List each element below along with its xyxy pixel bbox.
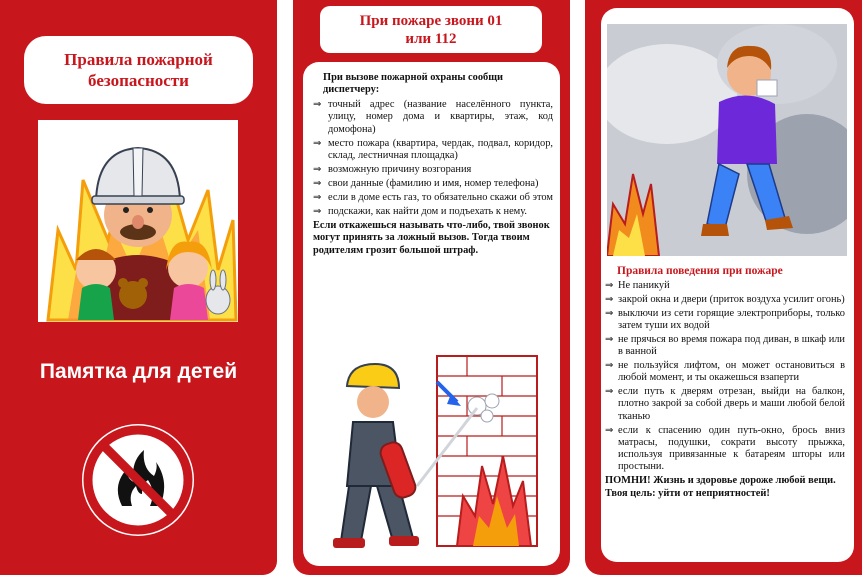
list-item: ⇒ если к спасению один путь-окно, брось вниз матрасы, подушки, сократи высоту прыжка, используя привязанные к батареям шторы или простыни. xyxy=(605,424,845,473)
no-fire-sign-icon xyxy=(78,420,198,540)
title-box xyxy=(24,36,253,104)
arrow-icon: ⇒ xyxy=(605,424,614,436)
arrow-icon: ⇒ xyxy=(605,307,614,319)
behavior-rules-card xyxy=(601,8,854,562)
arrow-icon: ⇒ xyxy=(313,98,322,110)
page-title: Правила пожарной безопасности xyxy=(64,50,213,90)
behavior-rules xyxy=(605,265,845,500)
call-title-box xyxy=(320,6,542,53)
memo-heading: Памятка для детей xyxy=(39,360,238,383)
false-call-warning: Если откажешься называть что-либо, твой звонок могут принять за ложный вызов. Тогда твоим родителям грозит большой штраф. xyxy=(313,219,550,256)
arrow-icon: ⇒ xyxy=(605,280,614,292)
call-instructions-card xyxy=(303,62,560,566)
left-panel xyxy=(0,0,277,575)
list-item: ⇒ свои данные (фамилию и имя, номер телефона) xyxy=(313,177,539,189)
arrow-icon: ⇒ xyxy=(605,333,614,345)
arrow-icon: ⇒ xyxy=(605,360,614,372)
list-item: ⇒ возможную причину возгорания xyxy=(313,163,472,175)
firefighter-with-children-illustration xyxy=(38,120,238,322)
call-items-list xyxy=(313,99,553,218)
boy-escaping-smoke-illustration xyxy=(607,24,847,256)
list-item: ⇒ если в доме есть газ, то обязательно скажи об этом xyxy=(313,191,553,203)
arrow-icon: ⇒ xyxy=(313,191,322,203)
list-item: ⇒ не пользуйся лифтом, он может остановиться в любой момент, и ты окажешься взаперти xyxy=(605,360,845,384)
arrow-icon: ⇒ xyxy=(605,386,614,398)
remember-note: ПОМНИ! Жизнь и здоровье дороже любой вещи. Твоя цель: уйти от неприятностей! xyxy=(605,475,836,499)
list-item: ⇒ закрой окна и двери (приток воздуха усилит огонь) xyxy=(605,294,845,306)
arrow-icon: ⇒ xyxy=(605,294,614,306)
list-item: ⇒ не прячься во время пожара под диван, в шкаф или в ванной xyxy=(605,333,845,358)
list-item: ⇒ если путь к дверям отрезан, выйди на балкон, плотно закрой за собой дверь и маши любой белой тканью xyxy=(605,386,845,422)
list-item: ⇒ подскажи, как найти дом и подъехать к нему. xyxy=(313,205,528,217)
list-item: ⇒ место пожара (квартира, чердак, подвал, коридор, склад, лестничная площадка) xyxy=(313,137,553,161)
call-instructions xyxy=(313,72,553,257)
arrow-icon: ⇒ xyxy=(313,205,322,217)
call-intro: При вызове пожарной охраны сообщи диспетчеру: xyxy=(323,72,503,96)
rules-title: Правила поведения при пожаре xyxy=(617,265,783,277)
arrow-icon: ⇒ xyxy=(313,177,322,189)
list-item: ⇒ Не паникуй xyxy=(605,280,670,292)
list-item: ⇒ выключи из сети горящие электроприборы, только затем туши их водой xyxy=(605,307,845,332)
right-panel xyxy=(585,0,862,575)
rules-list xyxy=(605,280,845,473)
firefighter-with-extinguisher-illustration xyxy=(327,346,539,558)
list-item: ⇒ точный адрес (название населённого пункта, улицу, номер дома и квартиры, этаж, код домофона) xyxy=(313,98,553,135)
middle-panel xyxy=(293,0,570,575)
arrow-icon: ⇒ xyxy=(313,163,322,175)
arrow-icon: ⇒ xyxy=(313,137,322,149)
call-title: При пожаре звони 01 или 112 xyxy=(359,12,503,47)
